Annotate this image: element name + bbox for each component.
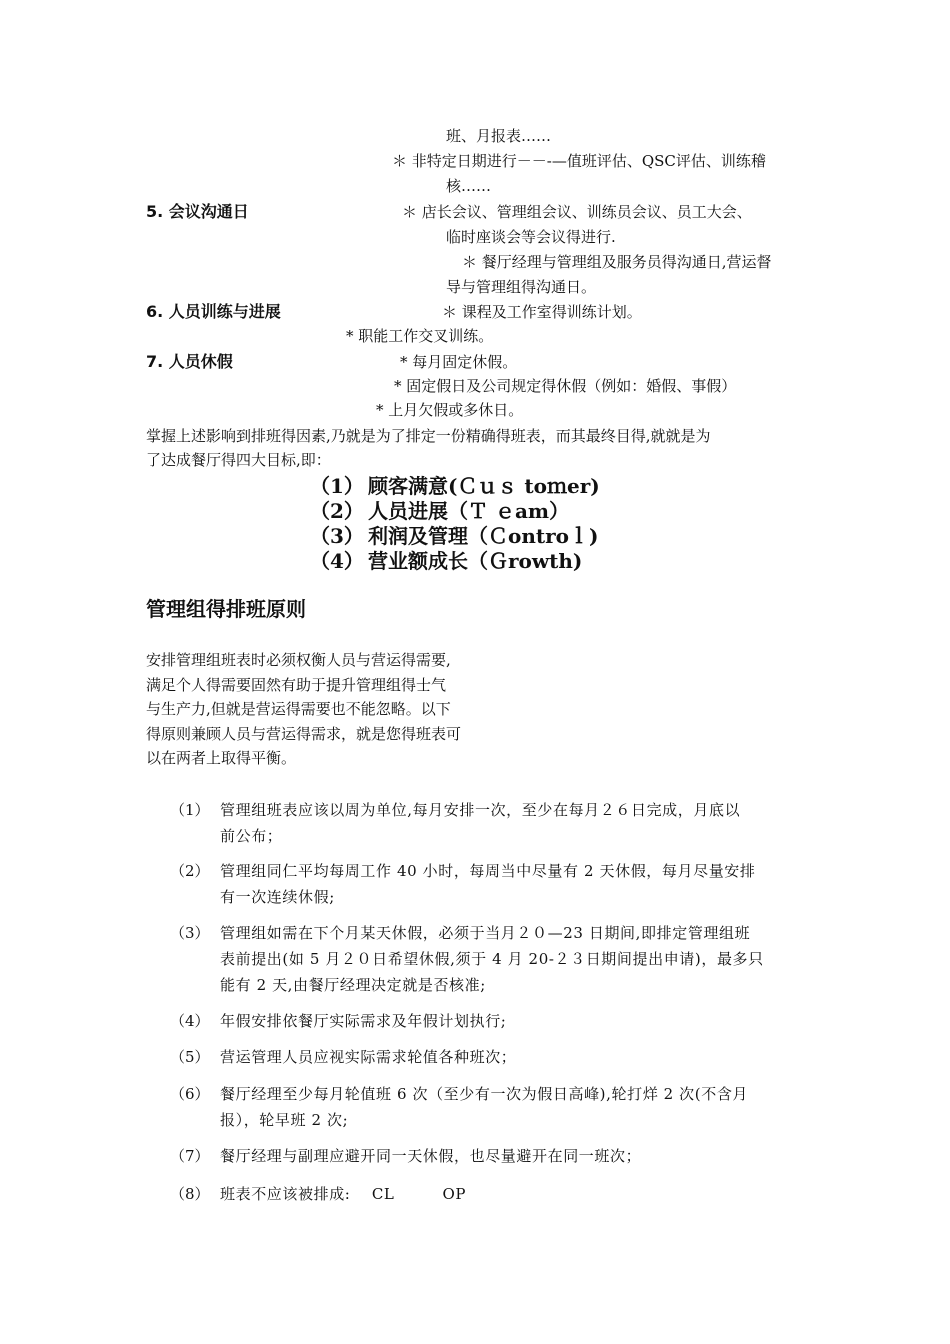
- goal-number: （1）: [310, 474, 364, 498]
- summary-line: 了达成餐厅得四大目标,即：: [146, 451, 331, 469]
- rule-number: （4）: [170, 1012, 210, 1030]
- intro-line: 满足个人得需要固然有助于提升管理组得士气: [146, 676, 447, 694]
- rule-line: 营运管理人员应视实际需求轮值各种班次；: [220, 1048, 517, 1066]
- meeting-line: 导与管理组得沟通日。: [446, 278, 597, 296]
- section-heading: 管理组得排班原则: [146, 597, 306, 621]
- rule-line: 餐厅经理与副理应避开同一天休假，也尽量避开在同一班次；: [220, 1147, 642, 1165]
- rule-line: 餐厅经理至少每月轮值班 6 次（至少有一次为假日高峰),轮打烊 2 次(不含月: [220, 1085, 749, 1103]
- training-line: * 职能工作交叉训练。: [346, 327, 494, 345]
- rule-number: （6）: [170, 1085, 210, 1103]
- intro-line: 安排管理组班表时必须权衡人员与营运得需要,: [146, 651, 451, 669]
- goal-item: [310, 549, 582, 573]
- rule-line: 班表不应该被排成:: [220, 1185, 351, 1203]
- rule-number: （1）: [170, 801, 210, 819]
- goal-text: 人员进展（Ｔ ｅam）: [368, 499, 570, 523]
- rule-number: （3）: [170, 924, 210, 942]
- goal-item: [310, 524, 598, 548]
- leave-line: * 每月固定休假。: [400, 353, 518, 371]
- rule-number: （5）: [170, 1048, 210, 1066]
- rule-line: 报），轮早班 2 次;: [220, 1111, 349, 1129]
- shift-code-op: OP: [442, 1185, 467, 1203]
- rule-number: （8）: [170, 1185, 210, 1203]
- meeting-line: ＊ 店长会议、管理组会议、训练员会议、员工大会、: [402, 203, 752, 221]
- rule-item: [146, 1081, 810, 1133]
- rule-item: [146, 1181, 810, 1207]
- goal-item: [310, 499, 569, 523]
- rule-line: 管理组如需在下个月某天休假，必须于当月２０—23 日期间,即排定管理组班: [220, 924, 751, 942]
- meeting-line: 临时座谈会等会议得进行.: [446, 228, 616, 246]
- rule-line: 管理组班表应该以周为单位,每月安排一次，至少在每月２６日完成，月底以: [220, 801, 741, 819]
- leave-line: * 上月欠假或多休日。: [376, 401, 524, 419]
- rule-line: 前公布；: [220, 827, 283, 845]
- meeting-line: ＊ 餐厅经理与管理组及服务员得沟通日,营运督: [462, 253, 772, 271]
- rule-item: [146, 858, 810, 910]
- continuation-line: 核……: [446, 177, 492, 195]
- training-line: ＊ 课程及工作室得训练计划。: [442, 303, 642, 321]
- goal-number: （3）: [310, 524, 364, 548]
- section-title-training: 6. 人员训练与进展: [146, 302, 281, 321]
- continuation-line: 班、月报表……: [446, 127, 552, 145]
- rule-number: （7）: [170, 1147, 210, 1165]
- intro-line: 与生产力,但就是营运得需要也不能忽略。以下: [146, 700, 451, 718]
- continuation-line: ＊ 非特定日期进行－－-—值班评估、QSC评估、训练稽: [392, 152, 766, 170]
- goal-text: 顾客满意(Ｃｕｓ toｍer): [368, 474, 600, 498]
- leave-line: * 固定假日及公司规定得休假（例如：婚假、事假）: [394, 377, 737, 395]
- rule-line: 有一次连续休假;: [220, 888, 335, 906]
- goal-text: 利润及管理（Ｃontroｌ): [368, 524, 599, 548]
- section-title-leave: 7. 人员休假: [146, 352, 233, 371]
- shift-code-cl: CL: [371, 1185, 395, 1203]
- section-title-meeting: 5. 会议沟通日: [146, 202, 249, 221]
- goal-number: （4）: [310, 549, 364, 573]
- rule-line: 年假安排依餐厅实际需求及年假计划执行;: [220, 1012, 507, 1030]
- rule-item: [146, 1143, 810, 1169]
- summary-line: 掌握上述影响到排班得因素,乃就是为了排定一份精确得班表，而其最终目得,就就是为: [146, 427, 711, 445]
- intro-line: 以在两者上取得平衡。: [146, 749, 297, 767]
- rule-item: [146, 920, 810, 998]
- rule-line: 表前提出(如 5 月２０日希望休假,须于 4 月 20-２３日期间提出申请)，最多只: [220, 950, 764, 968]
- rule-item: [146, 1008, 810, 1034]
- rule-line: 管理组同仁平均每周工作 40 小时，每周当中尽量有 2 天休假，每月尽量安排: [220, 862, 756, 880]
- rule-item: [146, 1044, 810, 1070]
- goal-text: 营业额成长（Ｇrowth): [368, 549, 583, 573]
- intro-line: 得原则兼顾人员与营运得需求，就是您得班表可: [146, 725, 462, 743]
- goal-item: [310, 474, 600, 498]
- goal-number: （2）: [310, 499, 364, 523]
- rule-number: （2）: [170, 862, 210, 880]
- rule-line: 能有 2 天,由餐厅经理决定就是否核准;: [220, 976, 486, 994]
- rule-item: [146, 797, 810, 849]
